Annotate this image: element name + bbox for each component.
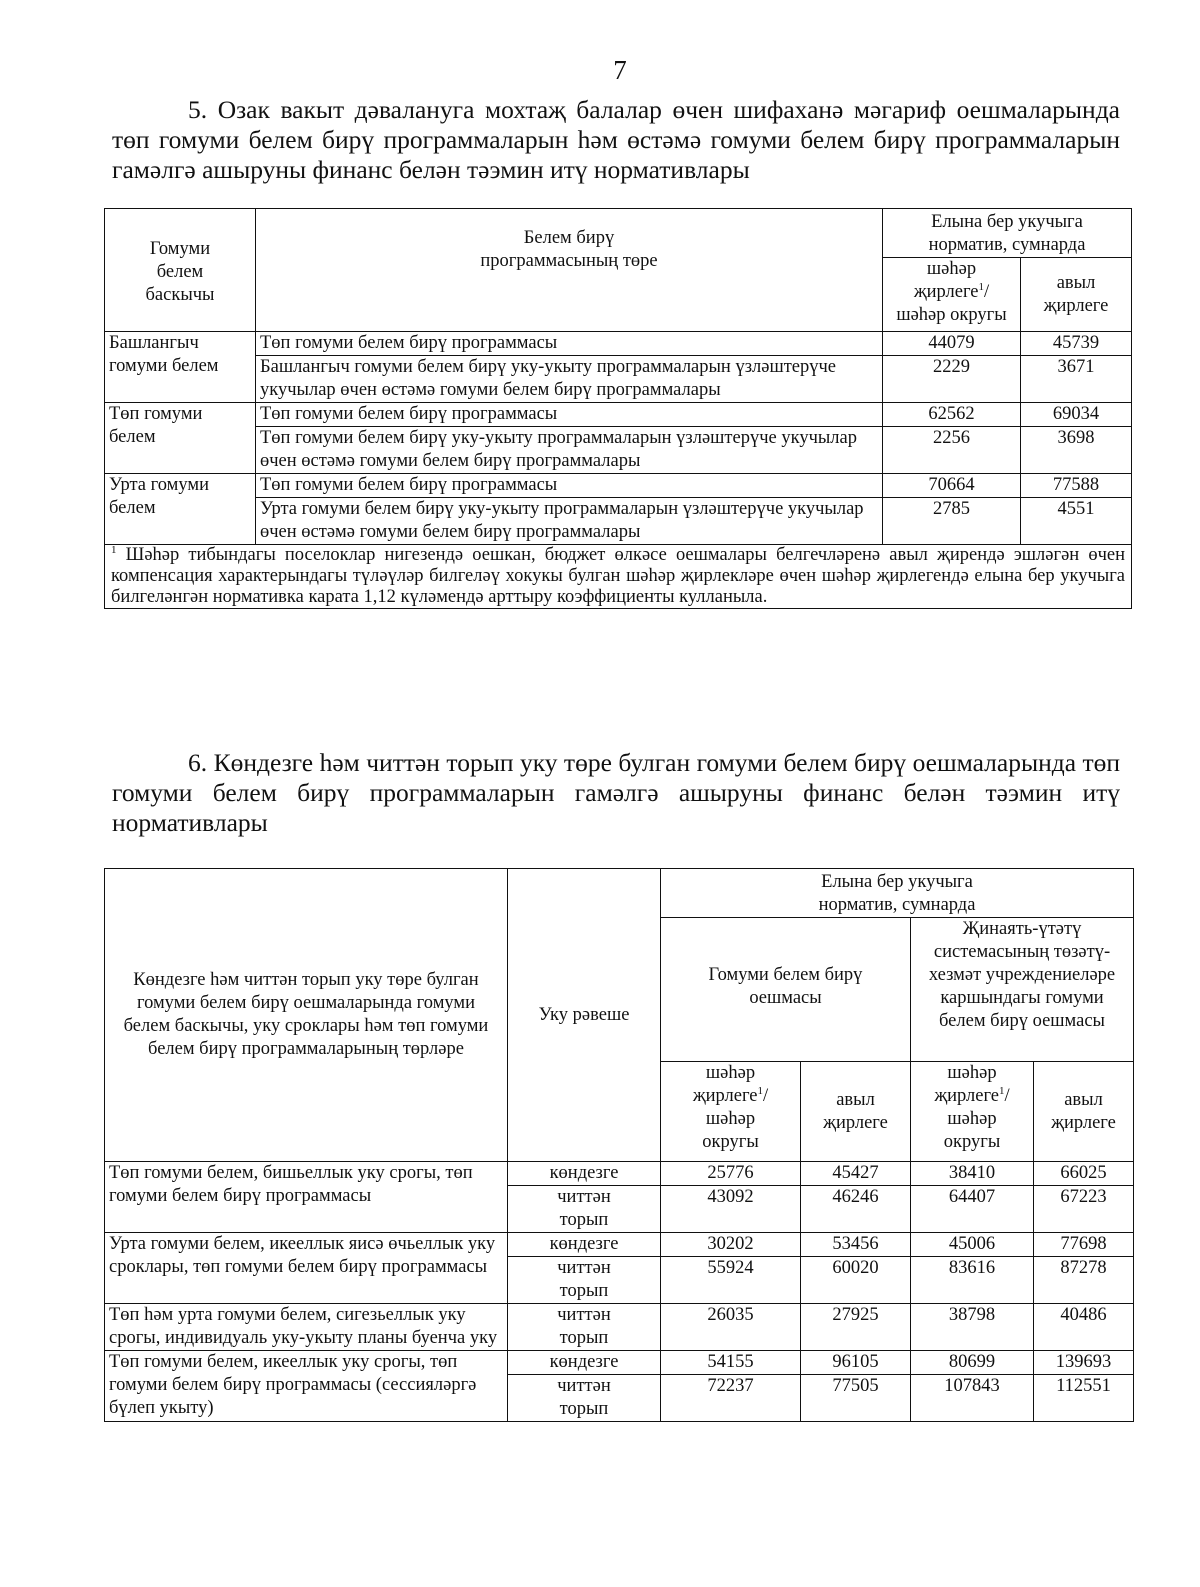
school-urban-value: 54155 xyxy=(661,1351,801,1375)
section6-heading xyxy=(112,748,1120,838)
program-cell: Төп гомуми белем бирү уку-укыту программаларын үзләштерүче укучылар өчен өстәмә гомуми белем бирү программалары xyxy=(256,427,883,474)
header-rural-line: авыл xyxy=(1064,1089,1103,1110)
program-cell: Башлангыч гомуми белем бирү уку-укыту программаларын үзләштерүче укучылар өчен өстәмә гомуми белем бирү программалары xyxy=(256,356,883,403)
rural-value: 77588 xyxy=(1021,474,1132,498)
header-urban-line: шәһәр xyxy=(947,1063,997,1083)
penal-urban-value: 38798 xyxy=(911,1304,1034,1351)
header-school-rural xyxy=(801,1062,911,1162)
rural-value: 69034 xyxy=(1021,403,1132,427)
header-urban-line: шәһәр xyxy=(705,1063,756,1083)
header-rural-line: авыл xyxy=(1056,272,1096,293)
header-urban-text: җирлеге xyxy=(692,1086,758,1106)
header-urban-text: җирлеге xyxy=(913,282,979,302)
table-section6 xyxy=(104,868,1134,1422)
rural-value: 3671 xyxy=(1021,356,1132,403)
header-urban-line: округы xyxy=(702,1132,759,1152)
header-program-line: программасының төре xyxy=(480,251,658,271)
footnote-ref: 1 xyxy=(757,1084,764,1097)
desc-cell: Урта гомуми белем, икееллык яисә өчьеллык уку сроклары, төп гомуми белем бирү программасы xyxy=(105,1233,508,1304)
header-urban xyxy=(883,258,1021,332)
header-rural xyxy=(1021,258,1132,332)
level-cell: Урта гомуми белем xyxy=(105,474,256,545)
penal-urban-value: 64407 xyxy=(911,1186,1034,1233)
header-urban-line: шәһәр xyxy=(947,1109,997,1129)
header-program-desc: Көндезге һәм читтән торып уку төре булган гомуми белем бирү оешмаларында гомуми белем баскычы, уку сроклары һәм төп гомуми белем бирү программаларының төрләре xyxy=(105,869,508,1162)
header-urban-slash: / xyxy=(763,1086,769,1106)
level-cell: Төп гомуми белем xyxy=(105,403,256,474)
header-school-text: Гомуми белем бирү оешмасы xyxy=(708,965,863,1008)
header-rural-line: авыл xyxy=(836,1089,875,1110)
page-number: 7 xyxy=(613,55,627,85)
section6-number: 6. xyxy=(188,748,208,777)
study-form-cell: көндезге xyxy=(508,1162,661,1186)
header-program xyxy=(256,209,883,332)
footnote-ref: 1 xyxy=(978,280,985,293)
footnote-mark: 1 xyxy=(111,543,117,556)
footnote-text: Шәһәр тибындагы поселоклар нигезендә оешкан, бюджет өлкәсе оешмалары белгечләренә авыл җирендә эшләгән өчен компенсация характерындагы түләүләр билгеләү хокукы булган шәһәр җирлекләре өчен шәһәр җирлегендә елына бер укучыга билгеләнгән нормативка карата 1,12 күләмендә арттыру коэффициенты кулланыла. xyxy=(111,545,1126,607)
penal-urban-value: 38410 xyxy=(911,1162,1034,1186)
penal-rural-value: 67223 xyxy=(1034,1186,1134,1233)
header-urban-line xyxy=(887,281,1016,304)
urban-value: 44079 xyxy=(883,332,1021,356)
header-level-line: белем xyxy=(156,261,204,282)
penal-rural-value: 40486 xyxy=(1034,1304,1134,1351)
program-cell: Урта гомуми белем бирү уку-укыту программаларын үзләштерүче укучылар өчен өстәмә гомуми белем бирү программалары xyxy=(256,498,883,545)
header-rural-line: җирлеге xyxy=(1043,295,1109,316)
header-program-line: Белем бирү xyxy=(523,228,615,248)
penal-urban-value: 83616 xyxy=(911,1257,1034,1304)
school-rural-value: 60020 xyxy=(801,1257,911,1304)
section5-number: 5. xyxy=(188,95,208,124)
school-rural-value: 53456 xyxy=(801,1233,911,1257)
header-urban-line xyxy=(915,1085,1029,1108)
penal-rural-value: 112551 xyxy=(1034,1375,1134,1422)
school-rural-value: 27925 xyxy=(801,1304,911,1351)
program-cell: Төп гомуми белем бирү программасы xyxy=(256,332,883,356)
school-rural-value: 77505 xyxy=(801,1375,911,1422)
header-urban-text: җирлеге xyxy=(934,1086,1000,1106)
study-form-cell: көндезге xyxy=(508,1233,661,1257)
study-form-cell: читтән торып xyxy=(508,1186,661,1233)
penal-urban-value: 107843 xyxy=(911,1375,1034,1422)
school-urban-value: 72237 xyxy=(661,1375,801,1422)
penal-rural-value: 139693 xyxy=(1034,1351,1134,1375)
rural-value: 4551 xyxy=(1021,498,1132,545)
rural-value: 45739 xyxy=(1021,332,1132,356)
penal-rural-value: 77698 xyxy=(1034,1233,1134,1257)
header-norm-line: норматив, сумнарда xyxy=(928,235,1086,255)
table-section5 xyxy=(104,208,1132,609)
school-urban-value: 25776 xyxy=(661,1162,801,1186)
header-level-line: баскычы xyxy=(145,284,215,305)
header-penal: Җинаять-үтәтү системасының төзәтү-хезмәт учреждениеләре каршындагы гомуми белем бирү оешмасы xyxy=(911,918,1134,1062)
header-urban-slash: / xyxy=(1004,1086,1010,1106)
program-cell: Төп гомуми белем бирү программасы xyxy=(256,474,883,498)
header-norm-line: Елына бер укучыга xyxy=(931,212,1083,232)
section5-title: Озак вакыт дәвалануга мохтаҗ балалар өчен шифаханә мәгариф оешмаларында төп гомуми белем бирү программаларын һәм өстәмә гомуми белем бирү программаларын гамәлгә ашыруны финанс белән тәэмин итү нормативлары xyxy=(112,95,1120,184)
header-norm xyxy=(661,869,1134,918)
school-rural-value: 46246 xyxy=(801,1186,911,1233)
footnote-ref: 1 xyxy=(999,1084,1005,1097)
header-urban-line xyxy=(665,1085,796,1108)
study-form-cell: читтән торып xyxy=(508,1257,661,1304)
header-urban-line: округы xyxy=(943,1132,1001,1152)
header-level xyxy=(105,209,256,332)
header-norm xyxy=(883,209,1132,258)
urban-value: 2256 xyxy=(883,427,1021,474)
header-urban-line: шәһәр округы xyxy=(896,305,1007,325)
school-urban-value: 26035 xyxy=(661,1304,801,1351)
program-cell: Төп гомуми белем бирү программасы xyxy=(256,403,883,427)
study-form-cell: читтән торып xyxy=(508,1375,661,1422)
header-rural-line: җирлеге xyxy=(1051,1112,1116,1133)
header-rural-line: җирлеге xyxy=(823,1112,888,1133)
header-penal-rural xyxy=(1034,1062,1134,1162)
header-school xyxy=(661,918,911,1062)
desc-cell: Төп гомуми белем, бишьеллык уку срогы, төп гомуми белем бирү программасы xyxy=(105,1162,508,1233)
header-norm-line: Елына бер укучыга xyxy=(821,872,973,892)
urban-value: 2229 xyxy=(883,356,1021,403)
school-rural-value: 45427 xyxy=(801,1162,911,1186)
penal-urban-value: 80699 xyxy=(911,1351,1034,1375)
school-urban-value: 55924 xyxy=(661,1257,801,1304)
urban-value: 62562 xyxy=(883,403,1021,427)
urban-value: 2785 xyxy=(883,498,1021,545)
section5-heading xyxy=(112,95,1120,185)
header-urban-slash: / xyxy=(984,282,990,302)
header-study-form: Уку рәвеше xyxy=(508,869,661,1162)
penal-rural-value: 66025 xyxy=(1034,1162,1134,1186)
desc-cell: Төп гомуми белем, икееллык уку срогы, төп гомуми белем бирү программасы (сессияләргә бүлеп укыту) xyxy=(105,1351,508,1422)
school-rural-value: 96105 xyxy=(801,1351,911,1375)
school-urban-value: 30202 xyxy=(661,1233,801,1257)
urban-value: 70664 xyxy=(883,474,1021,498)
header-norm-line: норматив, сумнарда xyxy=(818,895,976,915)
header-urban-line: шәһәр xyxy=(705,1109,756,1129)
footnote xyxy=(105,545,1132,609)
header-urban-line: шәһәр xyxy=(926,259,977,279)
penal-rural-value: 87278 xyxy=(1034,1257,1134,1304)
header-school-urban xyxy=(661,1062,801,1162)
rural-value: 3698 xyxy=(1021,427,1132,474)
header-penal-urban xyxy=(911,1062,1034,1162)
penal-urban-value: 45006 xyxy=(911,1233,1034,1257)
level-cell: Башлангыч гомуми белем xyxy=(105,332,256,403)
section6-title: Көндезге һәм читтән торып уку төре булган гомуми белем бирү оешмаларында төп гомуми белем бирү программаларын гамәлгә ашыруны финанс белән тәэмин итү нормативлары xyxy=(112,748,1121,837)
study-form-cell: читтән торып xyxy=(508,1304,661,1351)
study-form-cell: көндезге xyxy=(508,1351,661,1375)
school-urban-value: 43092 xyxy=(661,1186,801,1233)
header-level-line: Гомуми xyxy=(149,238,211,259)
desc-cell: Төп һәм урта гомуми белем, сигезьеллык уку срогы, индивидуаль уку-укыту планы буенча уку xyxy=(105,1304,508,1351)
